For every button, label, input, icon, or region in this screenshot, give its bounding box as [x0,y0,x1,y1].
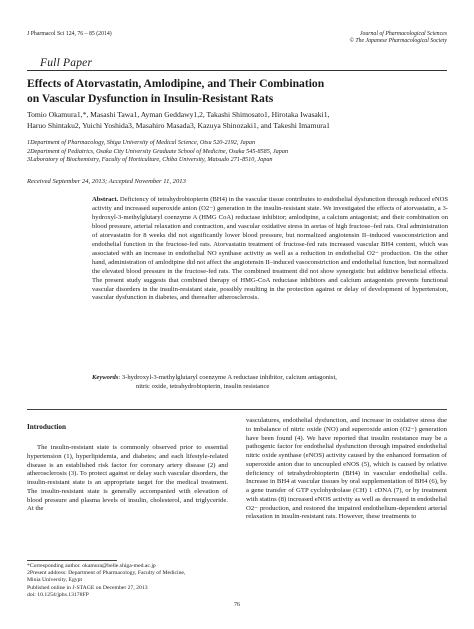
intro-paragraph-right: vasculatures, endothelial dysfunction, and increase in oxidative stress due to imbalance of nitric oxide (NO) and superoxide anion (O2−) generation have been found (4). We have reported that insulin resistance may be a pathogenic factor for endothelial dysfunction through impaired endothelial nitric oxide synthase (eNOS) activity caused by the enhanced formation of superoxide anion due to uncoupled eNOS (5), which is caused by relative deficiency of tetrahydrobiopterin (BH4) in vascular endothelial cells. Increase in BH4 at vascular tissues by oral supplementation of BH4 (6), by a gene transfer of GTP cyclohydrolase (CH) 1 cDNA (7), or by treatment with statins (8) increased eNOS activity as well as decreased in endothelial O2− production, and restored the impaired endothelium-dependent arterial relaxation in insulin-resistant rats. However, these treatments to [246,417,447,521]
intro-paragraph-left: The insulin-resistant state is commonly observed prior to essential hypertension (1), hyperlipidemia, and diabetes; and each lifestyle-related disease is an established risk factor for coronary artery disease (2) and atherosclerosis (3). To protect against or delay such vascular disorders, the insulin-resistant state is an appropriate target for the medical treatment. The insulin-resistant state is generally accompanied with elevation of blood pressure and plasma levels of insulin, cholesterol, and triglyceride. At the [27,444,228,513]
abstract-text: Deficiency of tetrahydrobiopterin (BH4) in the vascular tissue contributes to endothelial dysfunction through reduced eNOS activity and increased superoxide anion (O2−) generation in the insulin-resistant state. We investigated the effects of atorvastatin, a 3-hydroxyl-3-methylglutaryl coenzyme A (HMG CoA) reductase inhibitor; amlodipine, a calcium antagonist; and their combination on blood pressure, arterial relaxation and contraction, and vascular oxidative stress in aortas of high fructose–fed rats. Oral administration of atorvastatin for 8 weeks did not significantly lower blood pressure, but normalized angiotensin II–induced vasoconstriction and endothelial function in the fructose-fed rats. Atorvastatin treatment of fructose-fed rats increased vascular BH4 content, which was associated with an increase in endothelial NO synthase activity as well as a reduction in endothelial O2− production. On the other hand, administration of amlodipine did not affect the angiotensin II–induced vasoconstriction and endothelial function, but normalized the elevated blood pressure in the fructose-fed rats. The combined treatment did not show synergistic but additive beneficial effects. The present study suggests that combined therapy of HMG-CoA reductase inhibitors and calcium antagonists prevents functional vascular disorders in the insulin-resistant state, possibly resulting in the protection against or delay of development of hypertension, vascular dysfunction in diabetes, and thereafter atherosclerosis. [92,196,449,302]
paper-title [27,77,447,106]
left-column [27,417,228,514]
affiliations [27,139,447,165]
journal-header [350,31,447,45]
authors-line-1: Tomio Okamura1,*, Masashi Tawa1, Ayman Geddawy1,2, Takashi Shimosato1, Hirotaka Iwasaki1, [27,110,330,119]
abstract-label: Abstract. [92,196,119,203]
section-divider [27,409,447,410]
affiliation-2: 2Department of Pediatrics, Osaka City University Graduate School of Medicine, Osaka 545-8585, Japan [27,147,289,155]
page-number: 76 [234,602,240,608]
authors-line-2: Haruo Shintaku2, Yuichi Yoshida3, Masahiro Masada3, Kazuya Shinozaki1, and Takeshi Imamura1 [27,120,330,130]
footnotes [27,563,232,599]
keywords-line-1: : 3-hydroxyl-3-methylglutaryl coenzyme A reductase inhibitor, calcium antagonist, [118,374,337,381]
paper-type: Full Paper [40,57,93,69]
keywords-line-2: nitric oxide, tetrahydrobiopterin, insulin resistance [136,382,270,390]
keywords-label: Keywords [92,374,119,381]
introduction-heading: Introduction [27,423,67,431]
footnote-corresponding: *Corresponding author. okamura@belle.shiga-med.ac.jp [27,563,156,569]
journal-citation: J Pharmacol Sci 124, 76 – 85 (2014) [27,31,112,37]
header-divider [27,70,447,71]
title-line-1: Effects of Atorvastatin, Amlodipine, and Their Combination [27,77,325,90]
footnote-published: Published online in J-STAGE on December 27, 2013 [27,584,148,591]
author-list [27,110,457,131]
affiliation-3: 3Laboratory of Biochemistry, Faculty of Horticulture, Chiba University, Matsudo 271-8510, Japan [27,156,273,164]
keywords [92,374,448,392]
abstract [92,196,448,303]
footnote-doi: doi: 10.1254/jphs.13178FP [27,591,89,598]
right-column [246,417,447,522]
journal-name: Journal of Pharmacological Sciences [359,31,447,37]
footnote-divider [27,560,117,561]
footnote-present-address-cont: Minia University, Egypt [27,577,83,584]
affiliation-1: 1Department of Pharmacology, Shiga University of Medical Science, Otsu 520-2192, Japan [27,139,256,146]
title-line-2: on Vascular Dysfunction in Insulin-Resistant Rats [27,91,274,105]
received-date: Received September 24, 2013; Accepted November 11, 2013 [27,178,186,185]
footnote-present-address: 2Present address: Department of Pharmacology, Faculty of Medicine, [27,570,186,577]
copyright-line: © The Japanese Pharmacological Society [349,38,447,44]
